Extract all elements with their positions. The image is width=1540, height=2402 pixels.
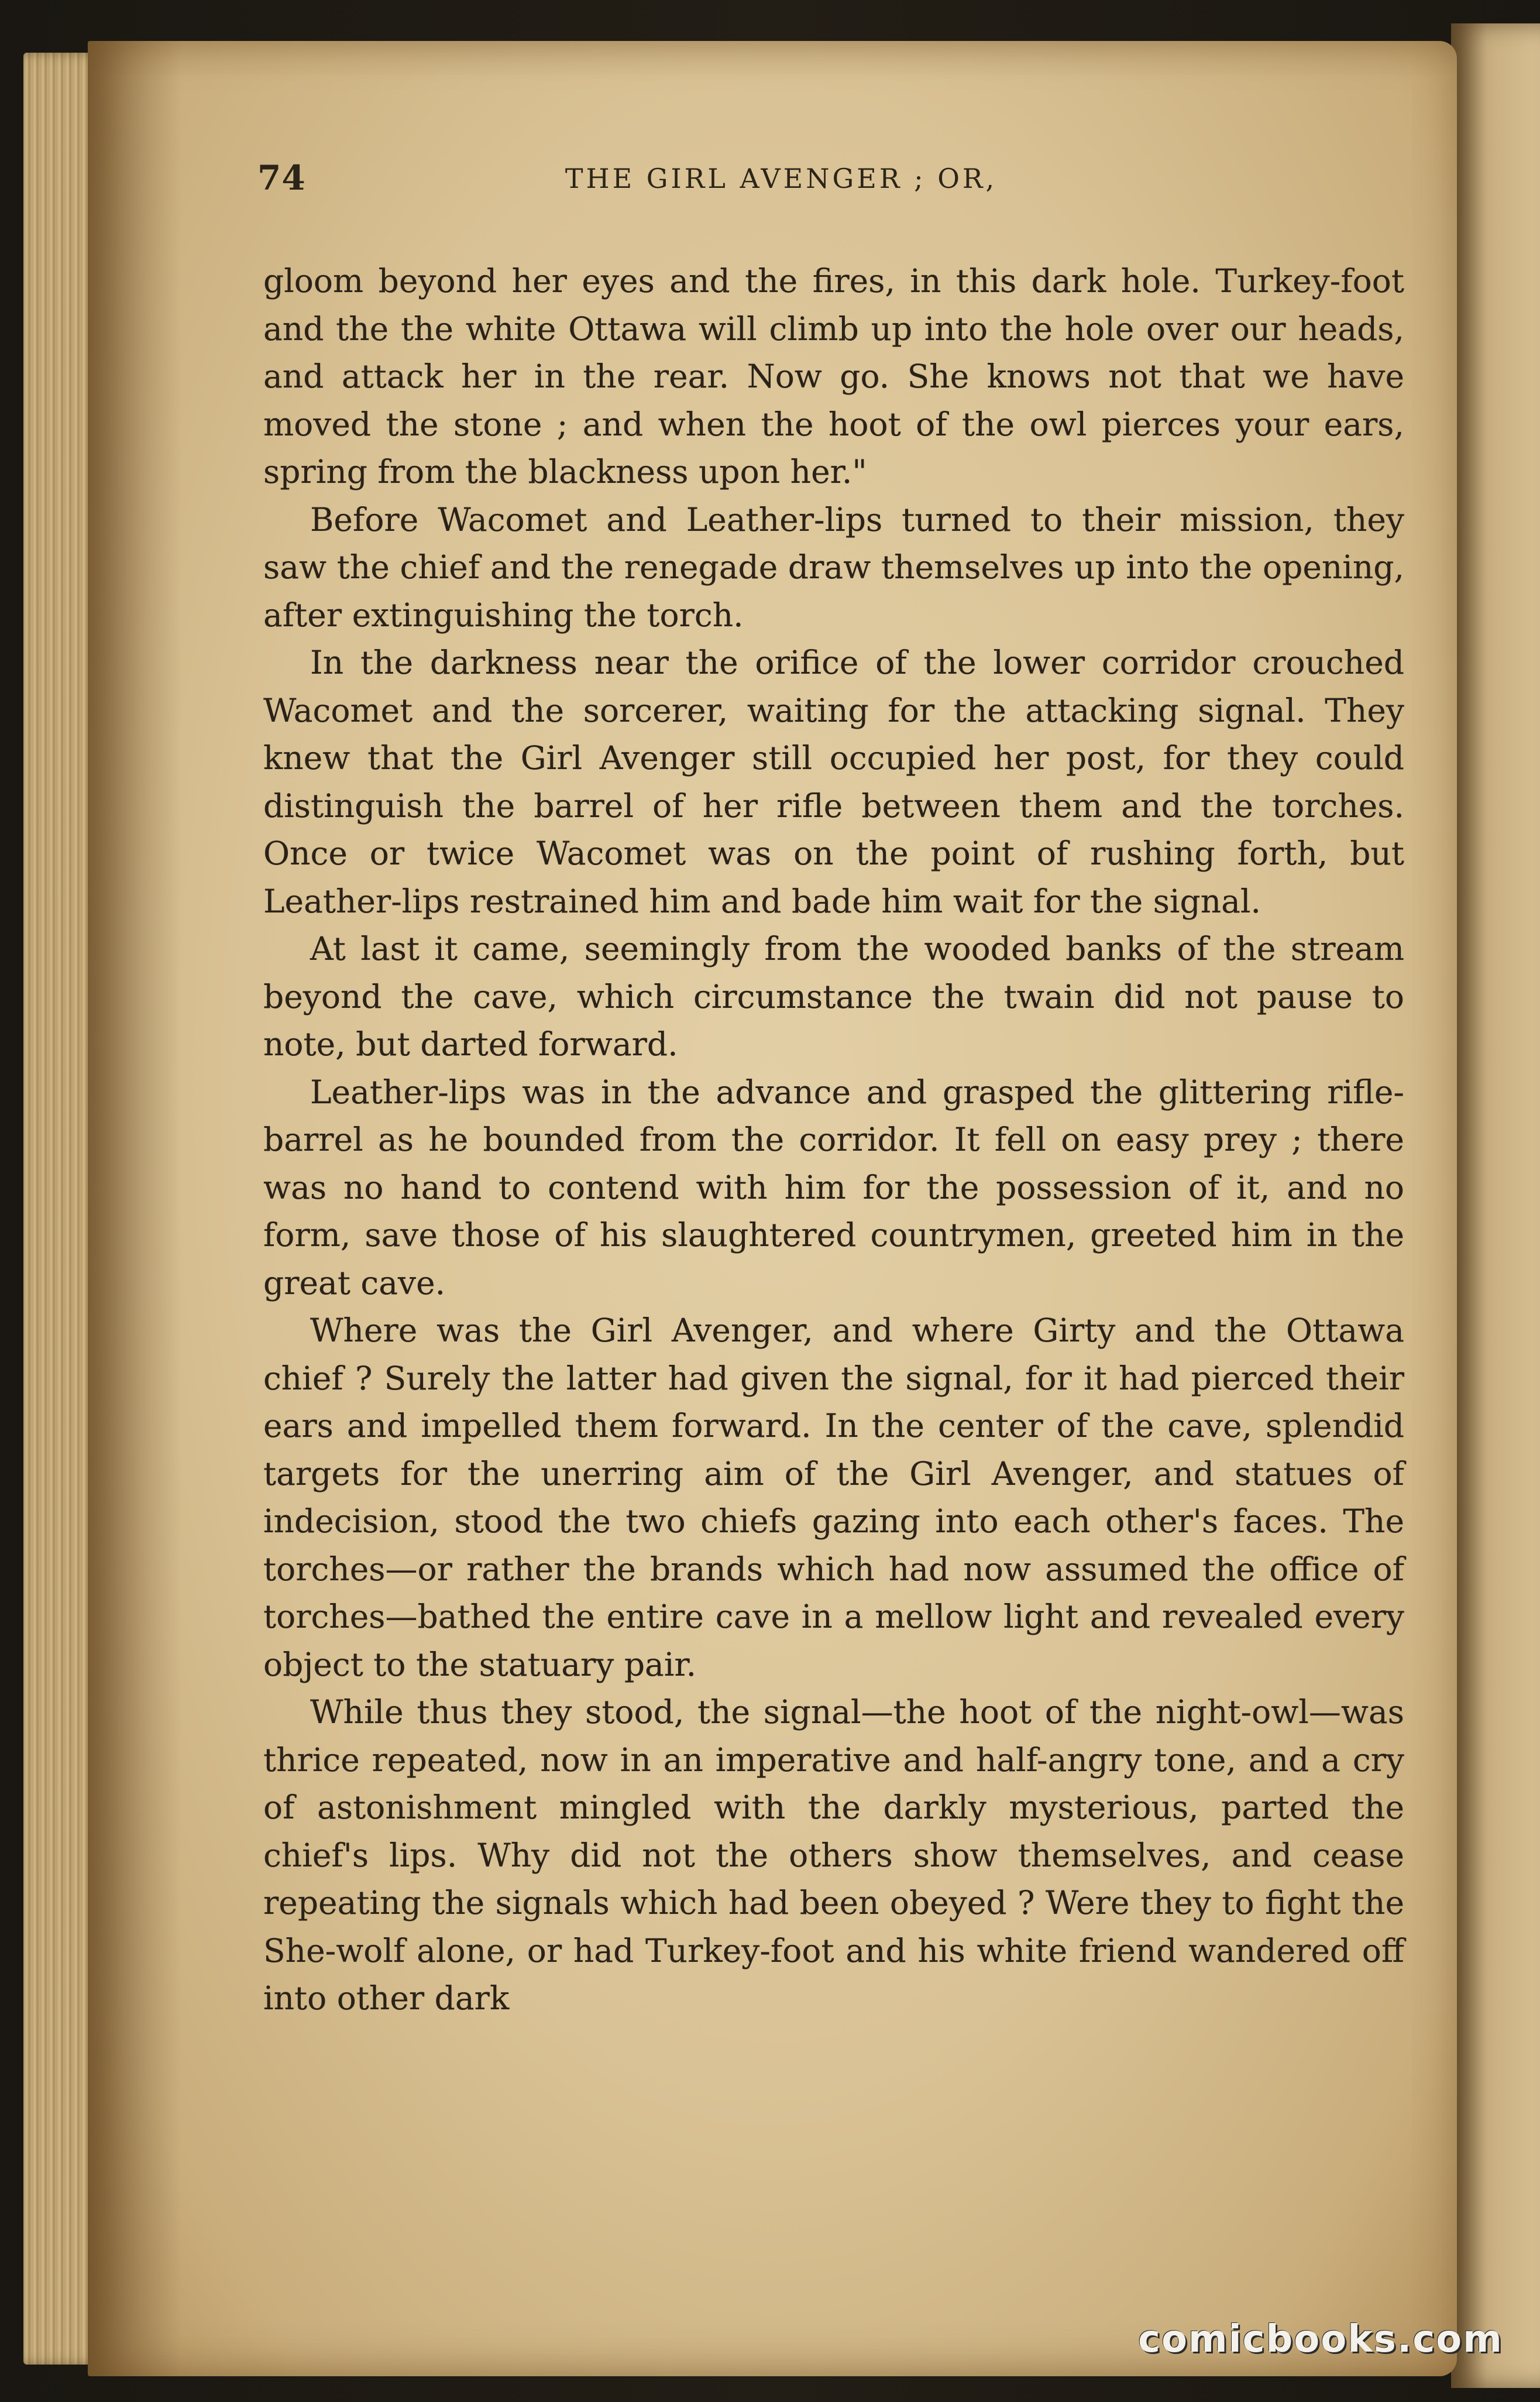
paragraph: Before Wacomet and Leather-lips turned to their mission, they saw the chief and the renegade draw themselves up into the opening, after extinguishing the torch. bbox=[263, 500, 1404, 634]
page-header bbox=[167, 158, 1395, 217]
body-text bbox=[263, 258, 1404, 2023]
paragraph-continued: gloom beyond her eyes and the fires, in this dark hole. Turkey-foot and the the white Ottawa will climb up into the hole over our heads, and attack her in the rear. Now go. She knows not that we have moved the stone ; and when the hoot of the owl pierces your ears, spring from the blackness upon her." bbox=[263, 262, 1404, 490]
paragraph: Where was the Girl Avenger, and where Girty and the Ottawa chief ? Surely the latter had given the signal, for it had pierced their ears and impelled them forward. In the center of the cave, splendid targets for the unerring aim of the Girl Avenger, and statues of indecision, stood the two chiefs gazing into each other's faces. The torches—or rather the brands which had now assumed the office of torches—bathed the entire cave in a mellow light and revealed every object to the statuary pair. bbox=[263, 1312, 1404, 1683]
paragraph: In the darkness near the orifice of the lower corridor crouched Wacomet and the sorcerer, waiting for the attacking signal. They knew that the Girl Avenger still occupied her post, for they could distinguish the barrel of her rifle between them and the torches. Once or twice Wacomet was on the point of rushing forth, but Leather-lips restrained him and bade him wait for the signal. bbox=[263, 644, 1404, 920]
site-watermark: comicbooks.com bbox=[1138, 2318, 1503, 2361]
paragraph: While thus they stood, the signal—the hoot of the night-owl—was thrice repeated, now in an imperative and half-angry tone, and a cry of astonishment mingled with the darkly mysterious, parted the chief's lips. Why did not the others show themselves, and cease repeating the signals which had been obeyed ? Were they to fight the She-wolf alone, or had Turkey-foot and his white friend wandered off into other dark bbox=[263, 1693, 1404, 2017]
paragraph: Leather-lips was in the advance and grasped the glittering rifle-barrel as he bounded from the corridor. It fell on easy prey ; there was no hand to contend with him for the possession of it, and no form, save those of his slaughtered countrymen, greeted him in the great cave. bbox=[263, 1073, 1404, 1302]
gutter-shadow bbox=[88, 41, 181, 2376]
page-number: 74 bbox=[257, 158, 306, 198]
paragraph: At last it came, seemingly from the wooded banks of the stream beyond the cave, which circumstance the twain did not pause to note, but darted forward. bbox=[263, 930, 1404, 1063]
running-title: THE GIRL AVENGER ; OR, bbox=[565, 163, 998, 194]
facing-page-edge bbox=[1451, 23, 1540, 2388]
